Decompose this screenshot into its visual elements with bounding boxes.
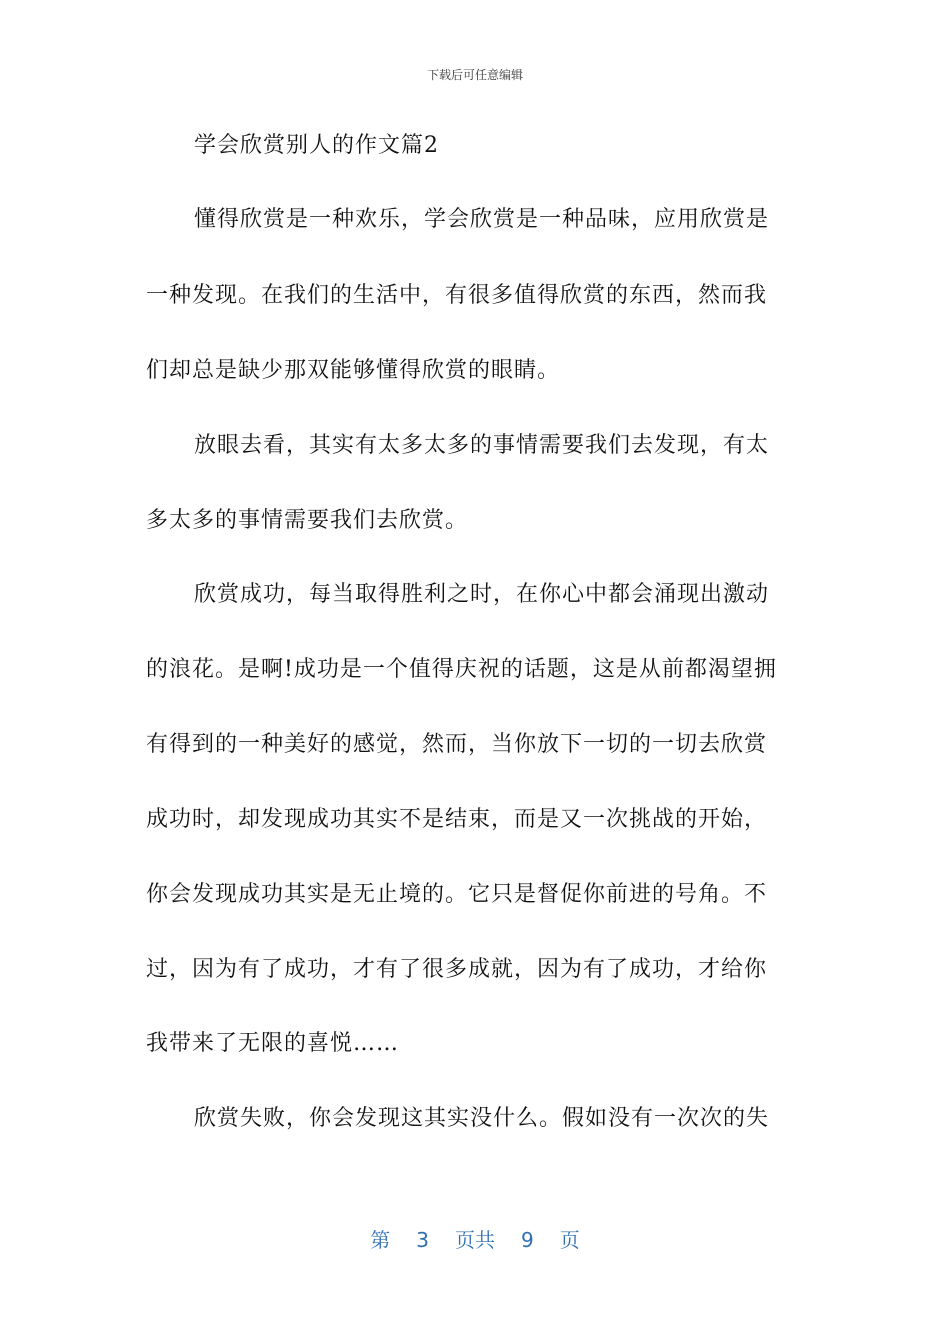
page-header: 下载后可任意编辑: [426, 68, 523, 82]
paragraph-line: 过，因为有了成功，才有了很多成就，因为有了成功，才给你: [146, 957, 768, 982]
page-number-footer: [0, 1224, 950, 1253]
paragraph-line: 欣赏失败，你会发现这其实没什么。假如没有一次次的失: [194, 1106, 770, 1131]
paragraph-line: 欣赏成功，每当取得胜利之时，在你心中都会涌现出激动: [194, 582, 770, 607]
paragraph-line: 你会发现成功其实是无止境的。它只是督促你前进的号角。不: [146, 882, 768, 907]
paragraph-line: 懂得欣赏是一种欢乐，学会欣赏是一种品味，应用欣赏是: [194, 207, 770, 232]
paragraph-line: 一种发现。在我们的生活中，有很多值得欣赏的东西，然而我: [146, 283, 768, 308]
footer-middle: 页共: [455, 1228, 495, 1252]
paragraph-line: 放眼去看，其实有太多太多的事情需要我们去发现，有太: [194, 433, 770, 458]
current-page-number: 3: [416, 1228, 429, 1252]
footer-prefix: 第: [370, 1228, 391, 1252]
paragraph-line: 多太多的事情需要我们去欣赏。: [146, 508, 469, 533]
total-page-number: 9: [521, 1228, 534, 1252]
paragraph-line: 们却总是缺少那双能够懂得欣赏的眼睛。: [146, 358, 561, 383]
paragraph-line: 有得到的一种美好的感觉，然而，当你放下一切的一切去欣赏: [146, 732, 768, 757]
footer-suffix: 页: [559, 1228, 580, 1252]
essay-title: 学会欣赏别人的作文篇2: [194, 133, 439, 158]
paragraph-line: 我带来了无限的喜悦……: [146, 1031, 400, 1056]
paragraph-line: 的浪花。是啊!成功是一个值得庆祝的话题，这是从前都渴望拥: [146, 657, 777, 682]
paragraph-line: 成功时，却发现成功其实不是结束，而是又一次挑战的开始，: [146, 807, 768, 832]
